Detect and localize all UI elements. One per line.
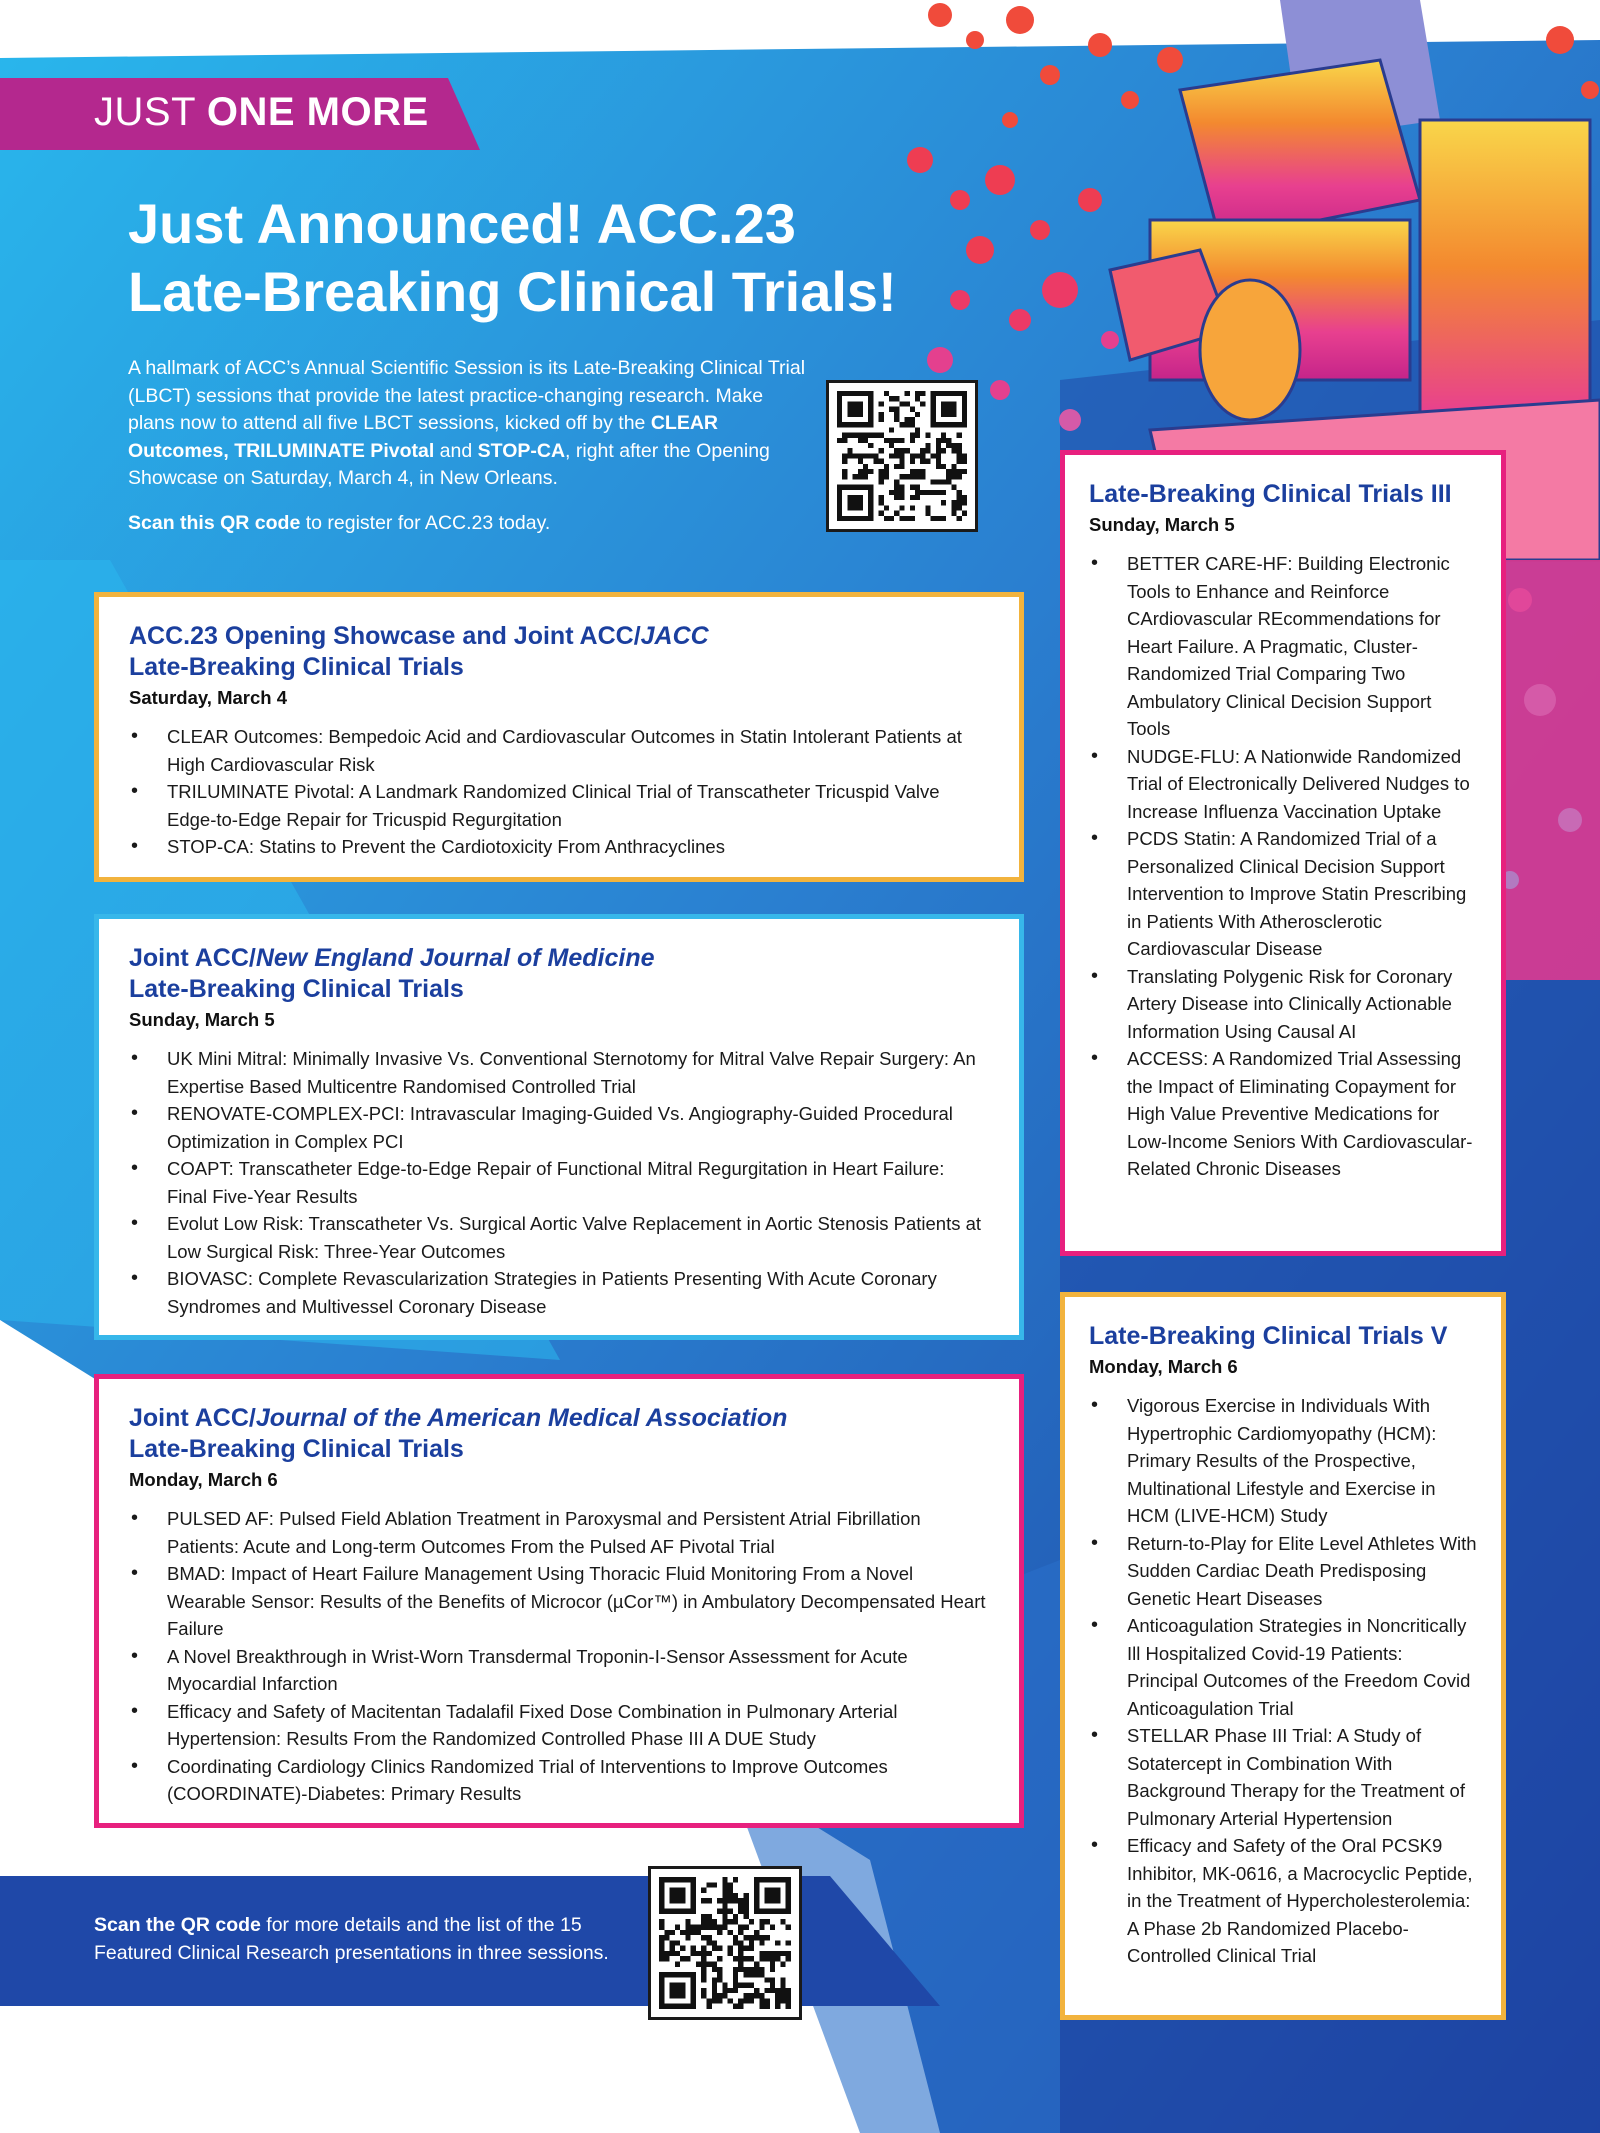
- opening-title-italic: JACC: [640, 622, 709, 650]
- lbct-iii-title: Late-Breaking Clinical Trials III: [1089, 480, 1452, 508]
- trial-item: • PCDS Statin: A Randomized Trial of a Personalized Clinical Decision Support Intervention to Improve Statin Prescribing in Patients With Atherosclerotic Cardiovascular Disease: [1089, 825, 1477, 963]
- nejm-session-title: [129, 943, 989, 1005]
- footer-callout: [94, 1911, 654, 1967]
- register-callout: [128, 512, 828, 535]
- trial-item: • Return-to-Play for Elite Level Athletes With Sudden Cardiac Death Predisposing Genetic Heart Diseases: [1089, 1530, 1477, 1613]
- jama-title-b: Late-Breaking Clinical Trials: [129, 1435, 464, 1463]
- trial-item: • Anticoagulation Strategies in Noncritically Ill Hospitalized Covid-19 Patients: Principal Outcomes of the Freedom Covid Anticoagulation Trial: [1089, 1612, 1477, 1722]
- trial-item: • COAPT: Transcatheter Edge-to-Edge Repair of Functional Mitral Regurgitation in Heart Failure: Final Five-Year Results: [129, 1155, 989, 1210]
- trial-item: • Efficacy and Safety of Macitentan Tadalafil Fixed Dose Combination in Pulmonary Arterial Hypertension: Results From the Randomized Controlled Phase III A DUE Study: [129, 1698, 989, 1753]
- banner-prefix: JUST: [94, 90, 207, 134]
- register-callout-text: to register for ACC.23 today.: [300, 512, 551, 534]
- qr-code-icon: [837, 391, 967, 521]
- lbct-v-date: Monday, March 6: [1089, 1356, 1238, 1377]
- jama-session-trials: [129, 1505, 989, 1808]
- nejm-session-date: Sunday, March 5: [129, 1009, 275, 1030]
- opening-showcase-session: [94, 592, 1024, 882]
- headline: [128, 190, 988, 326]
- register-callout-bold: Scan this QR code: [128, 512, 301, 534]
- intro-text-c: , right after the Opening Showcase on Saturday, March 4, in New Orleans.: [128, 439, 770, 489]
- trial-item: • TRILUMINATE Pivotal: A Landmark Randomized Clinical Trial of Transcatheter Tricuspid Valve Edge-to-Edge Repair for Tricuspid Regurgitation: [129, 778, 989, 833]
- footer-callout-bold: Scan the QR code: [94, 1914, 261, 1936]
- register-qr-code[interactable]: [826, 380, 978, 532]
- trial-item: • Evolut Low Risk: Transcatheter Vs. Surgical Aortic Valve Replacement in Aortic Stenosis Patients at Low Surgical Risk: Three-Year Outcomes: [129, 1210, 989, 1265]
- trial-item: • UK Mini Mitral: Minimally Invasive Vs. Conventional Sternotomy for Mitral Valve Repair Surgery: An Expertise Based Multicentre Randomised Controlled Trial: [129, 1045, 989, 1100]
- jama-title-italic: Journal of the American Medical Association: [255, 1404, 788, 1432]
- trial-item: • BMAD: Impact of Heart Failure Management Using Thoracic Fluid Monitoring From a Novel Wearable Sensor: Results of the Benefits of Microcor (µCor™) in Ambulatory Decompensated Heart Failure: [129, 1560, 989, 1643]
- trial-item: • PULSED AF: Pulsed Field Ablation Treatment in Paroxysmal and Persistent Atrial Fibrillation Patients: Acute and Long-term Outcomes From the Pulsed AF Pivotal Trial: [129, 1505, 989, 1560]
- opening-showcase-title: [129, 621, 989, 683]
- banner-strong: ONE MORE: [206, 90, 429, 134]
- trial-item: • NUDGE-FLU: A Nationwide Randomized Trial of Electronically Delivered Nudges to Increase Influenza Vaccination Uptake: [1089, 743, 1477, 826]
- intro-paragraph: [128, 355, 808, 493]
- lbct-iii-date: Sunday, March 5: [1089, 514, 1235, 535]
- trial-item: • Efficacy and Safety of the Oral PCSK9 Inhibitor, MK-0616, a Macrocyclic Peptide, in the Treatment of Hypercholesterolemia: A Phase 2b Randomized Placebo-Controlled Clinical Trial: [1089, 1832, 1477, 1970]
- intro-text-a: A hallmark of ACC’s Annual Scientific Session is its Late-Breaking Clinical Trial (LBCT) sessions that provide the latest practice-changing research. Make plans now to attend all five LBCT sessions, kicked off by the: [128, 357, 806, 434]
- trial-item: • STELLAR Phase III Trial: A Study of Sotatercept in Combination With Background Therapy for the Treatment of Pulmonary Arterial Hypertension: [1089, 1722, 1477, 1832]
- footer-callout-text: for more details and the list of the 15 Featured Clinical Research presentations in three sessions.: [94, 1914, 609, 1964]
- trial-item: • Coordinating Cardiology Clinics Randomized Trial of Interventions to Improve Outcomes (COORDINATE)-Diabetes: Primary Results: [129, 1753, 989, 1808]
- nejm-title-b: Late-Breaking Clinical Trials: [129, 975, 464, 1003]
- lbct-iii-trials: [1089, 550, 1477, 1183]
- trial-item: • BIOVASC: Complete Revascularization Strategies in Patients Presenting With Acute Coronary Syndromes and Multivessel Coronary Disease: [129, 1265, 989, 1320]
- trial-item: • BETTER CARE-HF: Building Electronic Tools to Enhance and Reinforce CArdiovascular REcommendations for Heart Failure. A Pragmatic, Cluster-Randomized Trial Comparing Two Ambulatory Clinical Decision Support Tools: [1089, 550, 1477, 743]
- trial-item: • CLEAR Outcomes: Bempedoic Acid and Cardiovascular Outcomes in Statin Intolerant Patients at High Cardiovascular Risk: [129, 723, 989, 778]
- headline-line-1: Just Announced! ACC.23: [128, 192, 796, 255]
- nejm-session-trials: [129, 1045, 989, 1320]
- trial-item: • Translating Polygenic Risk for Coronary Artery Disease into Clinically Actionable Information Using Causal AI: [1089, 963, 1477, 1046]
- lbct-v-trials: [1089, 1392, 1477, 1970]
- jama-session-date: Monday, March 6: [129, 1469, 278, 1490]
- qr-code-icon: [659, 1877, 791, 2009]
- nejm-session: [94, 914, 1024, 1340]
- jama-session: [94, 1374, 1024, 1828]
- intro-bold-b: STOP-CA: [477, 439, 566, 462]
- lbct-v-session: [1060, 1292, 1506, 2020]
- trial-item: • STOP-CA: Statins to Prevent the Cardiotoxicity From Anthracyclines: [129, 833, 989, 861]
- opening-title-b: Late-Breaking Clinical Trials: [129, 653, 464, 681]
- jama-title-a: Joint ACC/: [129, 1404, 256, 1432]
- details-qr-code[interactable]: [648, 1866, 802, 2020]
- jama-session-title: [129, 1403, 989, 1465]
- trial-item: • A Novel Breakthrough in Wrist-Worn Transdermal Troponin-I-Sensor Assessment for Acute Myocardial Infarction: [129, 1643, 989, 1698]
- opening-showcase-date: Saturday, March 4: [129, 687, 287, 708]
- trial-item: • ACCESS: A Randomized Trial Assessing the Impact of Eliminating Copayment for High Value Preventive Medications for Low-Income Seniors With Cardiovascular-Related Chronic Diseases: [1089, 1045, 1477, 1183]
- trial-item: • RENOVATE-COMPLEX-PCI: Intravascular Imaging-Guided Vs. Angiography-Guided Procedural Optimization in Complex PCI: [129, 1100, 989, 1155]
- intro-bold-a: CLEAR Outcomes, TRILUMINATE Pivotal: [128, 412, 718, 462]
- nejm-title-a: Joint ACC/: [129, 944, 256, 972]
- trial-item: • Vigorous Exercise in Individuals With Hypertrophic Cardiomyopathy (HCM): Primary Results of the Prospective, Multinational Lifestyle and Exercise in HCM (LIVE-HCM) Study: [1089, 1392, 1477, 1530]
- lbct-iii-session: [1060, 450, 1506, 1256]
- opening-showcase-trials: [129, 723, 989, 861]
- intro-text-b: and: [434, 439, 478, 462]
- nejm-title-italic: New England Journal of Medicine: [255, 944, 655, 972]
- opening-title-a: ACC.23 Opening Showcase and Joint ACC/: [129, 622, 641, 650]
- headline-line-2: Late-Breaking Clinical Trials!: [128, 260, 897, 323]
- banner-label: [94, 90, 429, 135]
- lbct-v-title: Late-Breaking Clinical Trials V: [1089, 1322, 1448, 1350]
